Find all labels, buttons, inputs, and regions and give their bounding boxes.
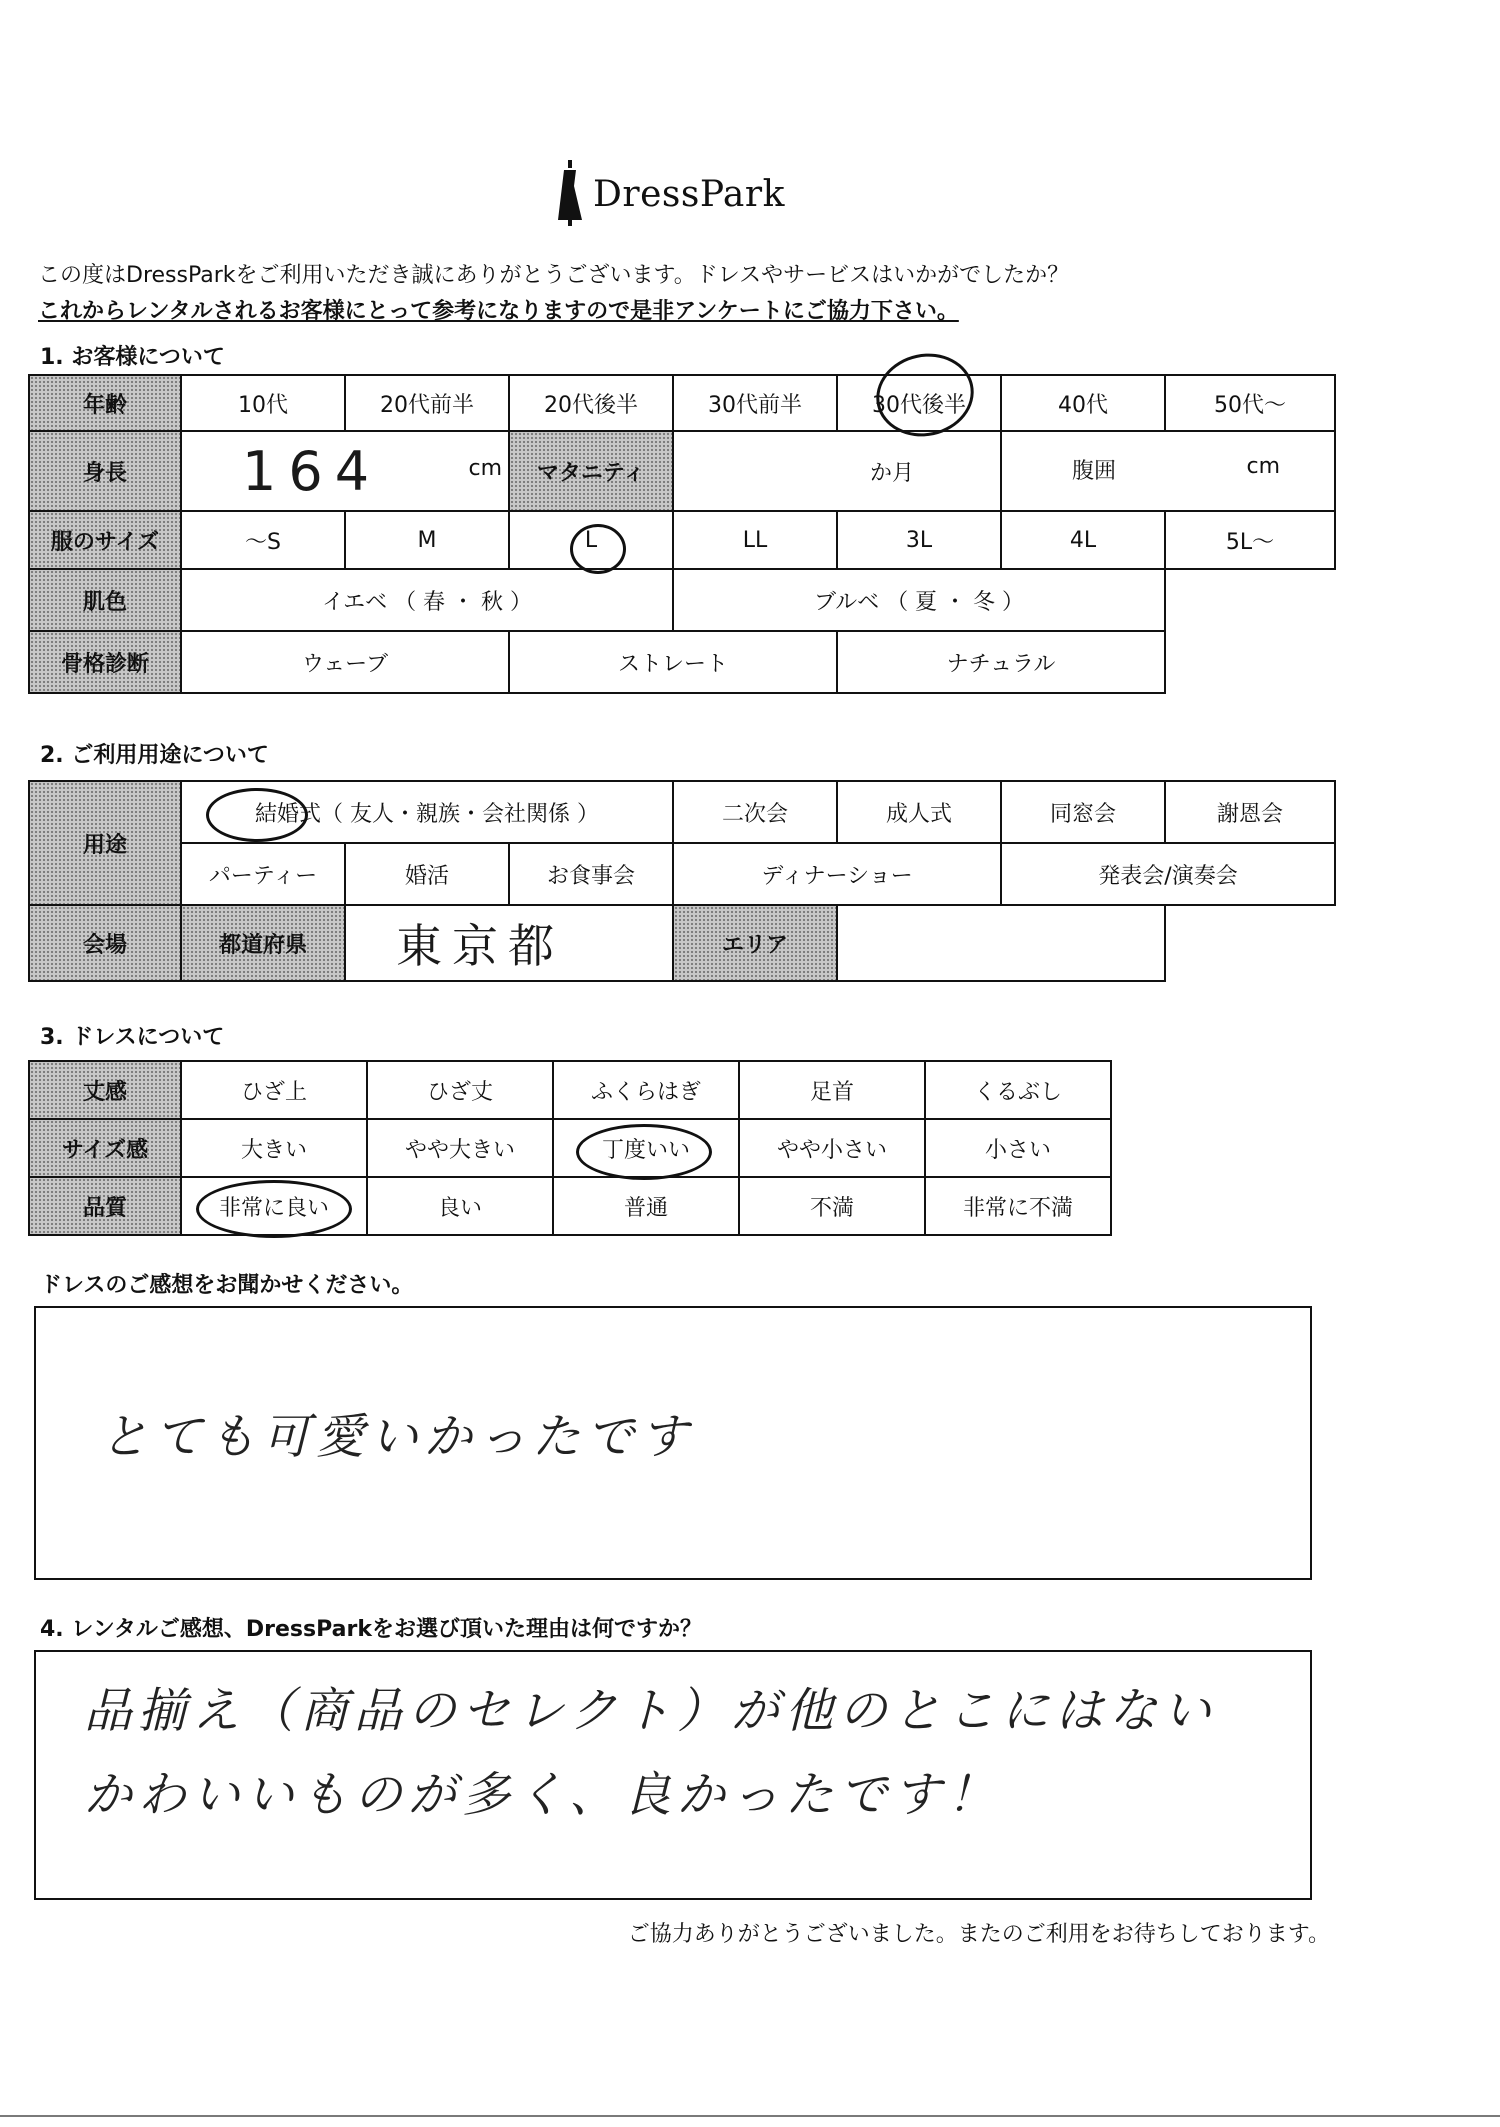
quality-option[interactable]: 普通 (553, 1177, 739, 1235)
purpose-option[interactable]: 謝恩会 (1165, 781, 1335, 843)
section-1-title: 1. お客様について (40, 345, 225, 370)
dresspark-logo (555, 160, 795, 230)
purpose-selection-mark (206, 788, 308, 842)
prefecture-label: 都道府県 (181, 905, 345, 981)
intro-line-1: この度はDressParkをご利用いただき誠にありがとうございます。ドレスやサービスはいかがでしたか？ (38, 263, 1070, 288)
area-label: エリア (673, 905, 837, 981)
size-selection-mark (570, 524, 626, 574)
length-option[interactable]: 足首 (739, 1061, 925, 1119)
quality-option-selected[interactable]: 非常に良い (181, 1177, 367, 1235)
fit-option[interactable]: やや小さい (739, 1119, 925, 1177)
purpose-option[interactable]: 婚活 (345, 843, 509, 905)
quality-label: 品質 (29, 1177, 181, 1235)
intro-line-2: これからレンタルされるお客様にとって参考になりますので是非アンケートにご協力下さい。 (38, 299, 959, 324)
skin-label: 肌色 (29, 569, 181, 631)
quality-option[interactable]: 良い (367, 1177, 553, 1235)
fit-option[interactable]: 小さい (925, 1119, 1111, 1177)
quality-option[interactable]: 非常に不満 (925, 1177, 1111, 1235)
skin-option-yellow[interactable]: イエベ （ 春 ・ 秋 ） (181, 569, 673, 631)
length-option[interactable]: くるぶし (925, 1061, 1111, 1119)
rental-comment-box[interactable] (34, 1650, 1312, 1900)
skin-row (29, 569, 1335, 631)
age-option[interactable]: 10代 (181, 375, 345, 431)
fit-selection-mark (576, 1124, 712, 1180)
frame-option-natural[interactable]: ナチュラル (837, 631, 1165, 693)
age-option[interactable]: 30代前半 (673, 375, 837, 431)
purpose-option[interactable]: 二次会 (673, 781, 837, 843)
brand-name: DressPark (593, 174, 785, 215)
age-option[interactable]: 20代前半 (345, 375, 509, 431)
size-option[interactable]: 5L〜 (1165, 511, 1335, 569)
dress-comment-text: とても可愛いかったです (100, 1409, 695, 1465)
quality-selection-mark (196, 1180, 352, 1238)
waist-unit: cm (1246, 454, 1280, 479)
area-field[interactable] (837, 905, 1165, 981)
height-unit: cm (468, 456, 502, 481)
height-field[interactable] (181, 431, 509, 511)
rental-comment-line-1: 品揃え（商品のセレクト）が他のとこにはない (84, 1683, 1218, 1739)
height-value: 164 (242, 440, 382, 503)
waist-label: 腹囲 (1072, 459, 1117, 484)
prefecture-value: 東京都 (396, 919, 564, 973)
frame-label: 骨格診断 (29, 631, 181, 693)
height-row (29, 431, 1335, 511)
fit-option[interactable]: 大きい (181, 1119, 367, 1177)
maternity-label: マタニティ (509, 431, 673, 511)
frame-option-wave[interactable]: ウェーブ (181, 631, 509, 693)
frame-row (29, 631, 1335, 693)
dress-icon (555, 160, 585, 226)
age-option-selected[interactable]: 30代後半 (837, 375, 1001, 431)
dress-comment-title: ドレスのご感想をお聞かせください。 (40, 1273, 414, 1298)
months-unit: か月 (869, 460, 914, 486)
size-option[interactable]: M (345, 511, 509, 569)
size-option[interactable]: 〜S (181, 511, 345, 569)
prefecture-field[interactable] (345, 905, 673, 981)
dress-comment-box[interactable] (34, 1306, 1312, 1580)
section-4-title: 4. レンタルご感想、DressParkをお選び頂いた理由は何ですか？ (40, 1617, 702, 1642)
frame-option-straight[interactable]: ストレート (509, 631, 837, 693)
size-option[interactable]: 4L (1001, 511, 1165, 569)
age-option[interactable]: 40代 (1001, 375, 1165, 431)
fit-option[interactable]: やや大きい (367, 1119, 553, 1177)
size-option[interactable]: 3L (837, 511, 1001, 569)
height-label: 身長 (29, 431, 181, 511)
purpose-option[interactable]: ディナーショー (673, 843, 1001, 905)
rental-comment-line-2: かわいいものが多く、良かったです！ (84, 1767, 1002, 1823)
section-3-title: 3. ドレスについて (40, 1025, 225, 1050)
age-label: 年齢 (29, 375, 181, 431)
age-row (29, 375, 1335, 431)
purpose-option-wedding[interactable]: 結婚式（ 友人・親族・会社関係 ） (181, 781, 673, 843)
scan-edge-line (0, 2115, 1500, 2117)
size-label: 服のサイズ (29, 511, 181, 569)
skin-option-blue[interactable]: ブルベ （ 夏 ・ 冬 ） (673, 569, 1165, 631)
maternity-months-field[interactable] (673, 431, 1001, 511)
purpose-option[interactable]: 同窓会 (1001, 781, 1165, 843)
venue-label: 会場 (29, 905, 181, 981)
dress-table (28, 1060, 1112, 1236)
customer-table (28, 374, 1336, 694)
purpose-option[interactable]: 成人式 (837, 781, 1001, 843)
waist-field[interactable] (1001, 431, 1335, 511)
size-option-selected[interactable]: L (509, 511, 673, 569)
length-option[interactable]: ふくらはぎ (553, 1061, 739, 1119)
quality-option[interactable]: 不満 (739, 1177, 925, 1235)
fit-label: サイズ感 (29, 1119, 181, 1177)
length-option[interactable]: ひざ丈 (367, 1061, 553, 1119)
purpose-option[interactable]: お食事会 (509, 843, 673, 905)
fit-option-selected[interactable]: 丁度いい (553, 1119, 739, 1177)
purpose-option[interactable]: 発表会/演奏会 (1001, 843, 1335, 905)
size-row (29, 511, 1335, 569)
purpose-label: 用途 (29, 781, 181, 905)
size-option[interactable]: LL (673, 511, 837, 569)
footer-thanks: ご協力ありがとうございました。またのご利用をお待ちしております。 (627, 1922, 1330, 1947)
section-2-title: 2. ご利用用途について (40, 743, 269, 768)
length-label: 丈感 (29, 1061, 181, 1119)
age-option[interactable]: 50代〜 (1165, 375, 1335, 431)
length-option[interactable]: ひざ上 (181, 1061, 367, 1119)
age-option[interactable]: 20代後半 (509, 375, 673, 431)
purpose-option[interactable]: パーティー (181, 843, 345, 905)
